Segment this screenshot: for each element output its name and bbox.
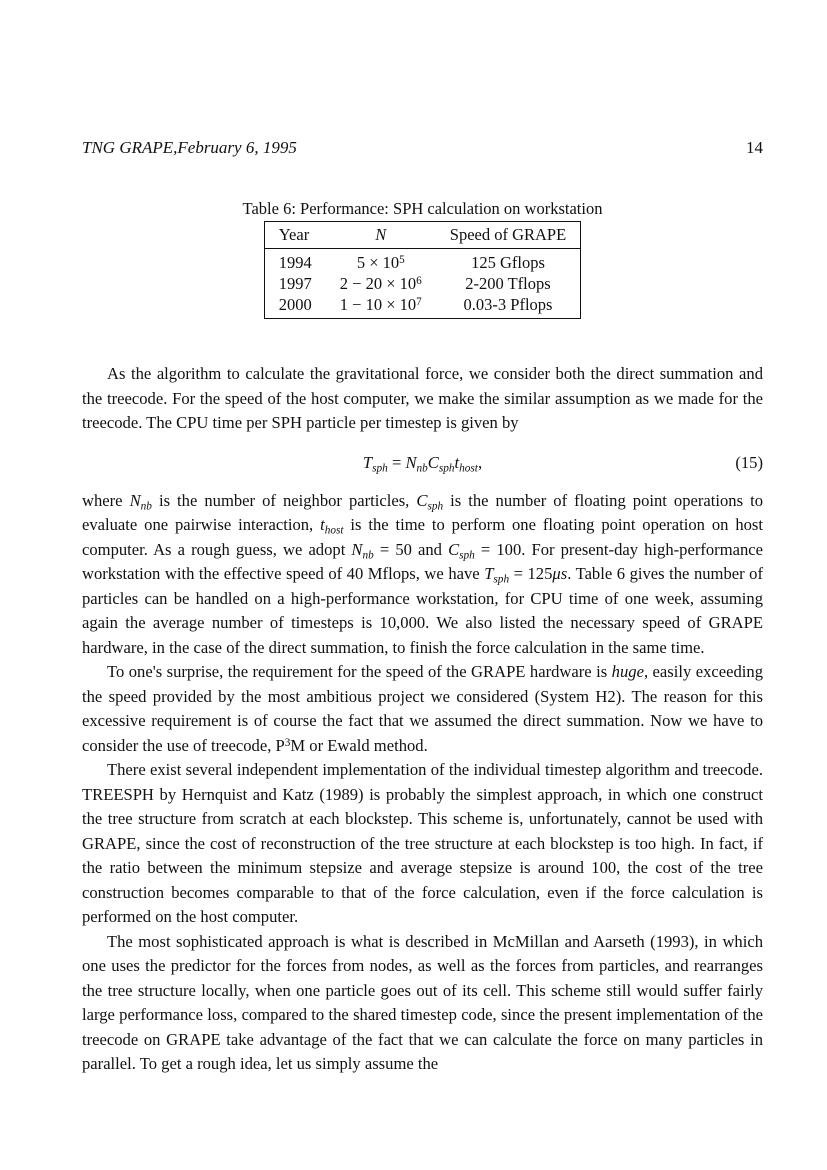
paragraph: To one's surprise, the requirement for the speed of the GRAPE hardware is huge, easily exceeding the speed provided by the most ambitious project we considered (System H2). The reason for this excessive requirement is of course the fact that we assumed the direct summation. Now we have to consider the use of treecode, $P^3M$ or Ewald method.	[82, 662, 763, 755]
table-header-row	[264, 222, 580, 249]
table-cell: 1997	[278, 274, 312, 293]
table-cell: $2 - 20 \times 10^6$	[339, 274, 422, 293]
table-cell: 2-200 Tflops	[465, 274, 551, 293]
equation-body: $T_{sph} = N_{nb}C_{sph}t_{host}$,	[362, 452, 483, 475]
body-text	[82, 362, 763, 1077]
table-cell: $1 - 10 \times 10^7$	[339, 295, 422, 314]
running-header	[82, 138, 763, 157]
paragraph: As the algorithm to calculate the gravitational force, we consider both the direct summation and the treecode. For the speed of the host computer, we make the similar assumption as we made for the treecode. The CPU time per SPH particle per timestep is given by	[82, 364, 763, 432]
paragraph: The most sophisticated approach is what is described in McMillan and Aarseth (1993), in which one uses the predictor for the forces from nodes, as well as the forces from particles, and rearranges the tree structure locally, when one particle goes out of its cell. This scheme still would suffer fairly large performance loss, compared to the shared timestep code, since the present implementation of the treecode on GRAPE take advantage of the fact that we can calculate the force on many particles in parallel. To get a rough idea, let us simply assume the	[82, 931, 763, 1073]
table-cell: 0.03-3 Pflops	[463, 295, 553, 314]
column-header: Speed of GRAPE	[436, 222, 581, 249]
column-header: N	[326, 222, 436, 249]
paragraph: There exist several independent implementation of the individual timestep algorithm and treecode. TREESPH by Hernquist and Katz (1989) is probably the simplest approach, in which one construct the tree structure from scratch at each blockstep. This scheme is, unfortunately, cannot be used with GRAPE, since the cost of reconstruction of the tree structure at each blockstep is too high. In fact, if the ratio between the minimum stepsize and average stepsize is around 100, the cost of the tree construction becomes comparable to that of the force calculation, even if the force calculation is performed on the host computer.	[82, 760, 763, 926]
table-cell: 2000	[278, 295, 312, 314]
table-row	[264, 294, 580, 319]
equation	[82, 451, 763, 475]
table-cell: 125 Gflops	[471, 253, 545, 272]
column-header: Year	[264, 222, 326, 249]
page-number: 14	[746, 138, 763, 157]
table-row	[264, 273, 580, 294]
table-block	[82, 199, 763, 319]
table-caption: Table 6: Performance: SPH calculation on workstation	[242, 199, 603, 218]
table-cell: $5 \times 10^5$	[356, 253, 405, 272]
paragraph: where $N_{nb}$ is the number of neighbor particles, $C_{sph}$ is the number of floating point operations to evaluate one pairwise interaction, $t_{host}$ is the time to perform one floating point operation on host computer. As a rough guess, we adopt $N_{nb} = 50$ and $C_{sph} = 100$. For present-day high-performance workstation with the effective speed of 40 Mflops, we have $T_{sph} = 125\mu s$. Table 6 gives the number of particles can be handled on a high-performance workstation, for CPU time of one week, assuming again the average number of timesteps is 10,000. We also listed the necessary speed of GRAPE hardware, in the case of the direct summation, to finish the force calculation in the same time.	[82, 490, 764, 657]
table-cell: 1994	[278, 253, 312, 272]
equation-number: (15)	[735, 452, 763, 472]
table-row	[264, 249, 580, 274]
paper-title-header: TNG GRAPE,February 6, 1995	[82, 138, 297, 157]
performance-table	[264, 221, 581, 319]
